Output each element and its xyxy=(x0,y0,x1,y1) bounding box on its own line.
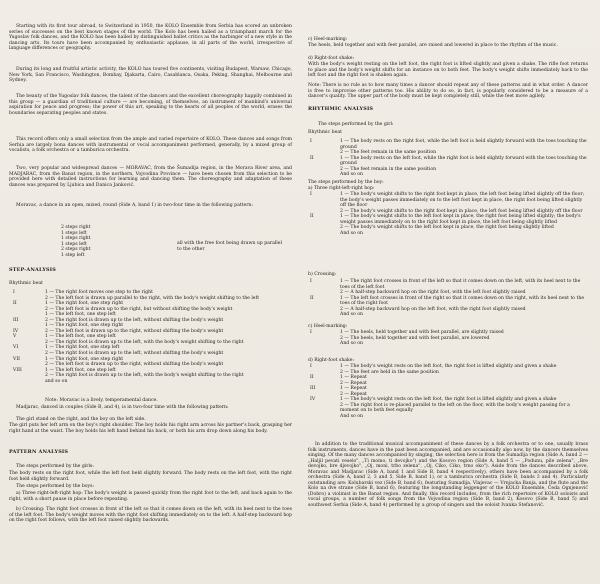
boys-row: II 1 — The body's weight shifts to the left foot kept in place, the right foot being lifted slightly; the body's weight passes immediately on to the right foot kept in place, the left foot being slightly lifted xyxy=(310,214,581,225)
scheme-step: 1 steps right xyxy=(61,236,91,242)
pattern-analysis-heading: PATTERN ANALYSIS xyxy=(9,449,69,455)
boys-row: 2 — The right foot is re-placed parallel to the left on the floor, with the body's weight passing for a moment on to both feet equally xyxy=(340,402,570,414)
scheme-step: 2 steps right xyxy=(61,225,91,230)
step-row: II 1 — The right foot, one step right xyxy=(13,301,124,307)
madjarac-paragraph: The girl puts her left arm on the boy's right shoulder. The boy holds his right arm across his partner's back, grasping her right hand at the waist. The boy holds his left hand behind his back, or both his arm drop down along his body. xyxy=(9,423,292,434)
right-foot-shake-heading: d) Right-foot shake: xyxy=(308,56,355,61)
scheme-step: 1 step left xyxy=(61,252,85,258)
boys-row: III 1 — Repeat xyxy=(310,386,367,392)
right-foot-shake-text: With the body's weight resting on the left foot, the right foot is lifted slightly and given a shake. The rifle foot returns to place and the body's weight shifts for an instance on to both feet. The body's weight shifts immediately back to the left foot and the right foot is shaken again. xyxy=(308,62,588,79)
step-row: V 1 — The left foot, one step left xyxy=(13,334,116,340)
boys-subheading: b) Crossing: xyxy=(308,272,337,277)
improvisation-note: Note: There is no rule as to how many times a dancer should repeat any of these patterns and in what order. A dancer is free to improvise other patterns too. His ability to do so, in fact, is popularly considered to be a measure of a dancer's quality. The upper part of the body must be kept completely still, while the feet move agilely. xyxy=(308,83,588,100)
boys-heel-table xyxy=(308,330,588,347)
girls-steps-label: The steps performed by the girl: xyxy=(318,122,394,127)
intro-paragraph: During its long and fruitful artistic activity, the KOLO has toured five continents, visiting Budapest, Warsaw, Chicago, New York, San Francisco, Washington, Bombay, Djakarta, Cairo, Casablanca, Osaka, Peking, Shanghai, Melbourne and Sydney. xyxy=(9,67,292,84)
step-analysis-table xyxy=(9,290,292,384)
step-row: and so on xyxy=(45,378,68,384)
step-row: IV 2 — The left foot is drawn up to the right, without shifting the body's weight xyxy=(13,328,224,334)
step-row: 1 — The right foot, one step right xyxy=(45,323,124,329)
girls-row: I 1 — The body rests on the right foot, while the left foot is held slightly forward with the toes touching the ground xyxy=(310,139,587,150)
heel-marking-text: The heels, held together and with feet parallel, are raised and lowered in place to the rhythm of the music. xyxy=(308,43,558,48)
step-row: 2 — The right foot is drawn up to the left, without shifting the body's weight xyxy=(45,351,224,357)
step-scheme xyxy=(9,225,292,269)
boys-row: I 1 — The right foot crosses in front of the left so that it comes down on the left, with its heel next to the toes of the left foot xyxy=(310,279,581,290)
pattern-paragraph: The steps performed by the girls: xyxy=(16,464,94,469)
boys-row: 2 — Repeat xyxy=(340,391,367,397)
boys-subheading: d) Right-foot shake: xyxy=(308,358,355,363)
boys-row: And so on xyxy=(340,230,363,236)
step-row: 2 — The left foot is drawn up to the right, without shifting the body's weight xyxy=(45,362,224,368)
step-row: 1 — The left foot, one step left xyxy=(45,312,116,318)
boys-row: And so on xyxy=(340,413,363,419)
boys-row: I 1 — The body's weight rests on the left foot, the right foot is lifted slightly and given a shake xyxy=(310,364,557,369)
girls-row: 2 — The feet remain in the same position xyxy=(340,150,437,156)
girls-rhythm-table xyxy=(308,139,588,178)
moravac-intro: Moravac, a dance in an open, mixed, round (Side A, band 1) in two-four time in the following pattern: xyxy=(16,203,253,208)
step-row: III 2 — The right foot is drawn up to the left, without shifting the body's weight xyxy=(13,317,224,323)
boys-crossing-table xyxy=(308,279,588,318)
intro-paragraph: The beauty of the Yugoslav folk dances, the talent of the dancers and the excellent choreography happily combined in this group — a guardian of traditional culture — are becoming, of themselves, an instrument of mankind's universal aspiration for peace and progress; the power of this art, speaking to the hearts of all peoples of the world, erases the boundaries separating peoples and states. xyxy=(9,94,292,116)
boys-row: 2 — Repeat xyxy=(340,380,367,386)
step-row: VII 1 — The right foot, one step right xyxy=(13,356,124,362)
scheme-step: 1 steps left xyxy=(61,230,87,236)
moravac-note: Note: Moravac is a lively, temperamental dance. xyxy=(45,398,158,403)
boys-hop-table xyxy=(308,192,588,236)
pattern-paragraph: The body rests on the right foot, while the left foot held slightly forward. The body rests on the left foot, with the right foot held slightly forward. xyxy=(9,471,292,482)
boys-subheading: a) Three right-left-right hop: xyxy=(308,186,375,191)
step-row: 2 — The left foot is drawn up to the right, but without shifting the body's weight xyxy=(45,306,233,312)
step-row: 2 — The right foot is drawn up to the left, with the body's weight shifting to the right xyxy=(45,373,244,379)
boys-shake-table xyxy=(308,364,588,419)
boys-row: 2 — The feet are held in the same position xyxy=(340,369,439,375)
boys-row: IV 1 — The body's weight rests on the left foot, the right foot is lifted slightly and given a shake xyxy=(310,397,557,403)
step-analysis-heading: STEP-ANALYSIS xyxy=(9,267,56,273)
scheme-step: 1 steps left xyxy=(61,241,87,247)
rhythmic-analysis-heading: RHYTHMIC ANALYSIS xyxy=(308,106,374,112)
boys-steps-label: The steps performed by the boy: xyxy=(308,180,384,185)
girls-row: 2 — The feet remain in the same position xyxy=(340,166,437,172)
pattern-paragraph: The steps performed by the boys: xyxy=(16,484,95,489)
scheme-step: 2 steps right xyxy=(61,247,91,253)
step-row: I 1 — The right foot moves one step to the right xyxy=(13,290,153,295)
boys-row: I 1 — The body's weight shifts to the right foot kept in place, the left foot being lifted slightly off the floor; the body's weight passes immediately on to the left foot kept in place, the right foot being lifted slightly off the floor xyxy=(310,192,585,209)
pattern-paragraph: a) Three right-left-right hop: The body's weight is passed quickly from the right foot to the left, and back again to the right, with a short pause in place before repeating. xyxy=(9,491,292,502)
boys-row: 2 — The heels, held together and with feet parallel, are lowered xyxy=(340,335,490,341)
closing-paragraph: In addition to the traditional musical accompaniment of these dances by a folk orchestra or to one, usually brass folk instruments, dances have in the past been accompanied, and are occasionally also now, by the dancers themselves singing. Of the many dances accompanied by singing, the selection here is from the Šumadija region (Side A, band 2 — „Haljil pevati veselo", „Ti momo, ti devojko") and the Kosovo region (Side A, band 5 — „Podunu, pile zelena", „Bre devojko, bre djevojko", „Oj, moni, trbo zelena", „Oj, Ciko, Ciko, trno oko"). Aside from the dances described above, Moravac and Madjarac (Side A, band 1 and Side B, band 4 respectively), others have been accompanied by a folk orchestra (Side A, band 2, 3 and 5, Side B, band 1), or a tamburica orchestra (Side B, bands 3 and 4). Particularly outstanding are: Kolubarski vez (Side B, band 6), featuring Sumadija, Vlajevac — Vrnjacka Banja, and the flute and the Kolo na dve strane (Side B, band 6), featuring the longstanding leggenger of the KOLO Ensemble, Čeda Ognjenović (Dobro) a violinist in the Banat region. And finally, this record includes, from the rich repertoire of KOLO soloists and vocal groups, a number of folk songs from the Vojvodina region (Side B, band 2), Kosovo (Side B, band 5) and southwest Serbia (Side A, band 4) performed by a group of singers and the soloist Ivanka Stefanović. xyxy=(308,442,588,509)
boys-subheading: c) Heel-marking: xyxy=(308,324,348,329)
boys-row: 2 — The body's weight shifts to the left foot kept in place, the right foot being slightly lifted xyxy=(340,225,554,231)
step-scheme-list xyxy=(61,225,121,258)
boys-row: I 1 — The heels, held together and with feet parallel, are slightly raised xyxy=(310,330,504,335)
step-row: VI 1 — The right foot, one step left xyxy=(13,345,120,351)
madjarac-paragraph: Madjarac, danced in couples (Side B, and 4), is in two-four time with the following pattern: xyxy=(16,405,229,410)
pattern-paragraph: b) Crossing: The right foot crosses in front of the left so that it comes down on the left, with its heel next to the toes of the left foot. The body's weight moves with the right foot shifting immediately on to the left. A half-step backward hop on the right foot follows, with the left foot raised slightly backwards. xyxy=(9,507,292,524)
intro-paragraph: Two, very popular and widespread dances — MORAVAC, from the Šumadija region, in the Morava River area, and MADJARAC, from the Banat region, in the northern, Vojvodina Province — have been chosen from this selection to be provided here with detailed instructions for learning and dancing them. The choreography and adaptation of these dances was prepared by Ljubica and Danica Janković. xyxy=(9,166,292,188)
step-row: 2 — The right foot is drawn up to the left, with the body's weight shifting to the right xyxy=(45,339,244,345)
girls-row: And so on xyxy=(340,172,363,178)
boys-row: And so on xyxy=(340,312,363,318)
boys-row: And so on xyxy=(340,341,363,347)
rhythmic-beat-label: Rhythmic beat xyxy=(9,281,43,286)
step-row: 2 — The left foot is drawn up parallel to the right, with the body's weight shifting to the left xyxy=(45,295,260,301)
heel-marking-heading: c) Heel-marking: xyxy=(308,37,348,42)
madjarac-paragraph: The girl stand on the right, and the boy on the left side. xyxy=(16,417,146,422)
rhythmic-beat-label: Rhythmic beat xyxy=(308,130,342,135)
intro-paragraph: Starting with its first tour abroad, to Switzerland in 1950, the KOLO Ensemble from Serbia has scored an unbroken series of successes on the best known stages of the world. The Kolo has been hailed as a triumphant march for the Yugoslav folk dances, and the KOLO has been hailed by distinguished ballet critics as the harbinger of a new style in the dancing arts. Its tours have been accompanied by enthusiastic applause, in all parts of the world, irrespective of language differences or geography. xyxy=(9,24,292,52)
boys-row: II 1 — Repeat xyxy=(310,375,367,381)
boys-row: 2 — A half-step backward hop on the right foot, with the left foot slightly raised xyxy=(340,290,526,296)
scheme-caption: all with the free foot being drawn up parallel to the other xyxy=(177,241,282,252)
step-row: VIII 1 — The left foot, one step left xyxy=(13,367,116,373)
boys-row: II 1 — The left foot crosses in front of the right so that it comes down on the right, with its heel next to the toes of the right foot xyxy=(310,295,585,307)
intro-paragraph: This record offers only a small selection from the ample and varied repertoire of KOLO. These dances and songs from Serbia are largely bona dances with instrumental or vocal accompaniment performed, generally, by a mixed group of vocalists, a folk orchestra or a tamburica orchestra. xyxy=(9,137,292,154)
boys-row: 2 — The body's weight shifts to the right foot kept in place, the left foot being lifted slightly off the floor xyxy=(340,208,583,214)
girls-row: II 1 — The body rests on the left foot, while the right foot is held slightly forward with the toes touching the ground xyxy=(310,155,587,167)
boys-row: 2 — A half-step backward hop on the left foot, with the right foot slightly raised xyxy=(340,306,526,312)
